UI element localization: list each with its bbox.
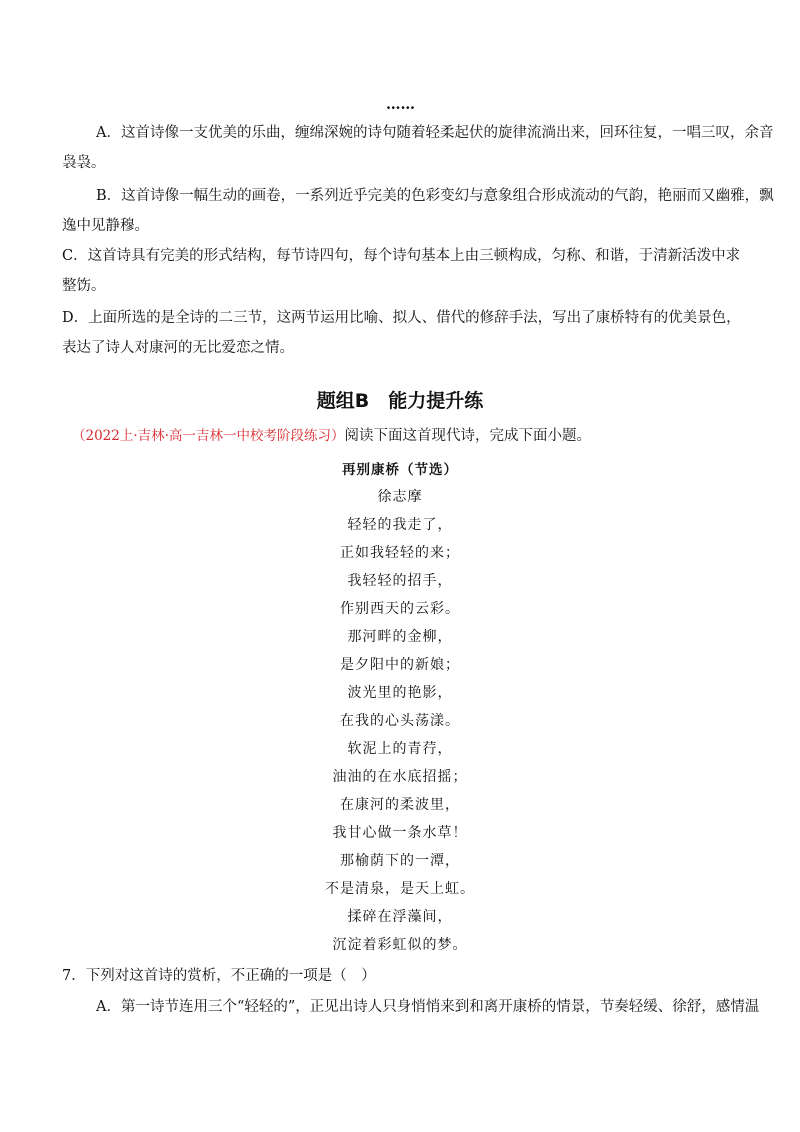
poem-line: 油油的在水底招摇； [332, 769, 468, 785]
poem-line: 在康河的柔波里， [340, 797, 460, 813]
question-7: 7．下列对这首诗的赏析，不正确的一项是（ ） [62, 968, 376, 984]
poem-line: 沉淀着彩虹似的梦。 [332, 937, 468, 953]
option-b-line2: 逸中见静穆。 [62, 218, 149, 234]
section-title: 题组B 能力提升练 [316, 390, 484, 412]
poem-line: 轻轻的我走了， [347, 517, 453, 533]
poem-line: 是夕阳中的新娘； [340, 657, 460, 673]
option-d-line2: 表达了诗人对康河的无比爱恋之情。 [62, 340, 294, 356]
poem-line: 正如我轻轻的来； [340, 545, 460, 561]
option-b-line1: B．这首诗像一幅生动的画卷，一系列近乎完美的色彩变幻与意象组合形成流动的气韵，艳丽而又幽雅，飘 [96, 188, 774, 204]
question-7-option-a: A．第一诗节连用三个“轻轻的”，正见出诗人只身悄悄来到和离开康桥的情景，节奏轻缓、徐舒，感情温 [96, 999, 760, 1015]
option-d-line1: D．上面所选的是全诗的二三节，这两节运用比喻、拟人、借代的修辞手法，写出了康桥特有的优美景色， [62, 310, 741, 326]
poem-line: 在我的心头荡漾。 [340, 713, 460, 729]
source-line [72, 426, 591, 446]
poem-line: 作别西天的云彩。 [340, 601, 460, 617]
poem-line: 那榆荫下的一潭， [340, 853, 460, 869]
option-c-line1: C．这首诗具有完美的形式结构，每节诗四句，每个诗句基本上由三顿构成，匀称、和谐，于清新活泼中求 [62, 248, 741, 264]
source-citation: （2022上·吉林·高一吉林一中校考阶段练习） [72, 428, 345, 444]
poem-line: 我轻轻的招手， [347, 573, 453, 589]
option-a-line1: A．这首诗像一支优美的乐曲，缠绵深婉的诗句随着轻柔起伏的旋律流淌出来，回环往复，一唱三叹，余音 [96, 125, 774, 141]
poem-title: 再别康桥（节选） [342, 462, 458, 478]
poem-line: 软泥上的青荇， [347, 741, 453, 757]
instruction-text: 阅读下面这首现代诗，完成下面小题。 [344, 428, 591, 444]
poem-author: 徐志摩 [377, 489, 423, 505]
poem-line: 不是清泉，是天上虹。 [325, 881, 475, 897]
poem-line: 那河畔的金柳， [347, 629, 453, 645]
poem-line: 揉碎在浮藻间， [347, 909, 453, 925]
poem-line: 波光里的艳影， [347, 685, 453, 701]
poem-line: 我甘心做一条水草！ [332, 825, 468, 841]
option-c-line2: 整饬。 [62, 278, 106, 294]
ellipsis: …… [386, 96, 415, 113]
option-a-line2: 袅袅。 [62, 155, 106, 171]
